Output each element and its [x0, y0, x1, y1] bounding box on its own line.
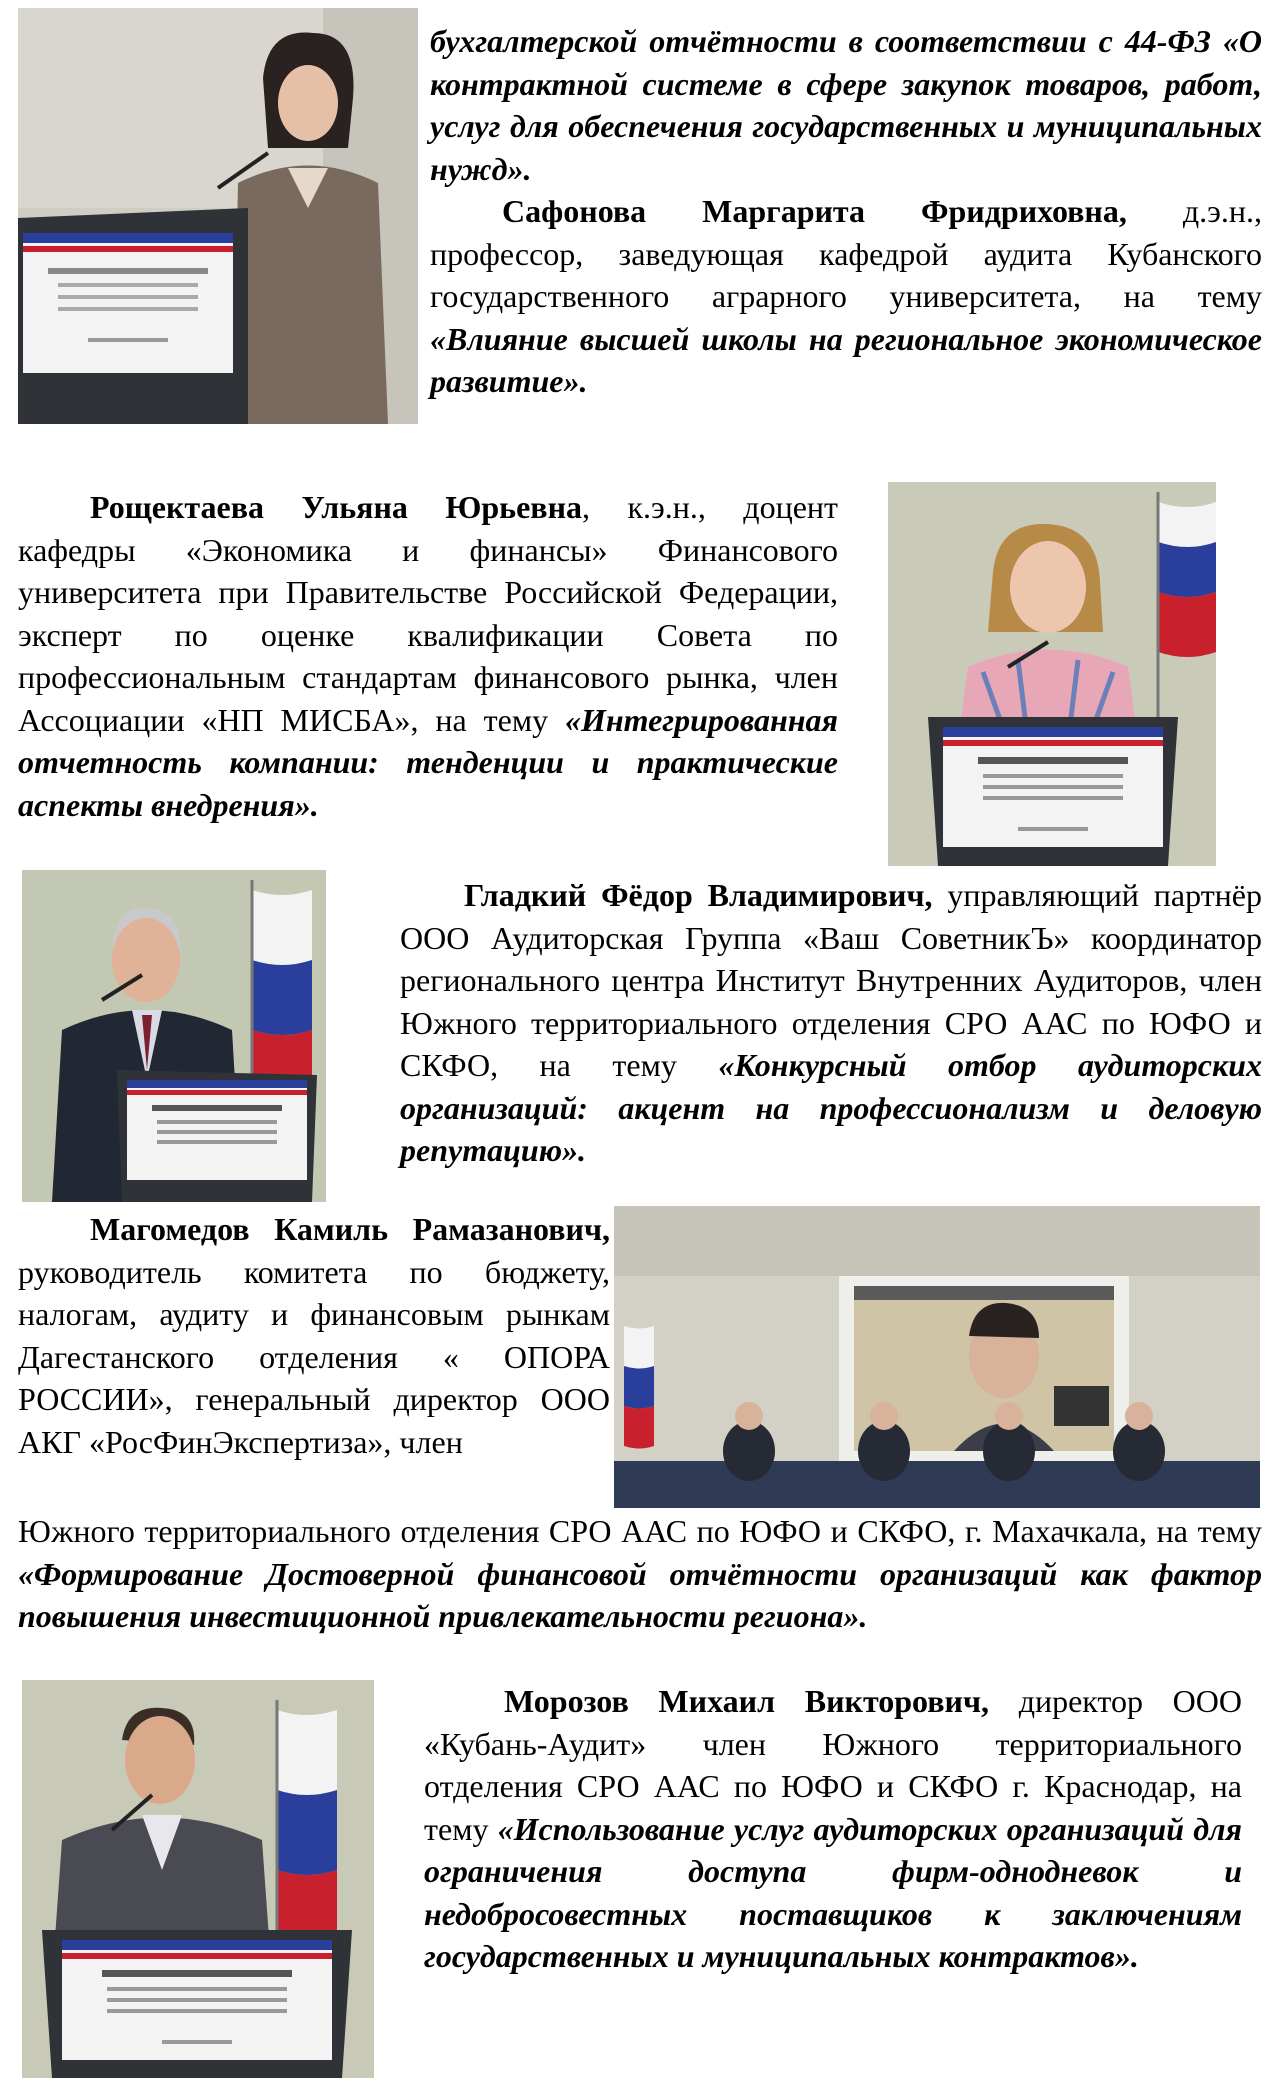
block4-text-top: [18, 1208, 610, 1463]
block4-desc: руководитель комитета по бюджету, налогам, аудиту и финансовым рынкам Дагестанского отделения « ОПОРА РОССИИ», генеральный директор ООО АКГ «РосФинЭкспертиза», член: [18, 1253, 610, 1460]
block3-paragraph: [400, 874, 1262, 1172]
block4-name: Магомедов Камиль Рамазанович,: [90, 1211, 610, 1247]
block2-topic: «Интегрированная отчетность компании: тенденции и практические аспекты внедрения».: [18, 701, 838, 823]
block4-paragraph: [18, 1208, 610, 1463]
block1-name: Сафонова Маргарита Фридриховна,: [502, 193, 1127, 229]
block1-text: [430, 20, 1262, 403]
block2-desc: , к.э.н., доцент кафедры «Экономика и финансы» Финансового университета при Правительстве Российской Федерации, эксперт по оценке квалификации Совета по профессиональным стандартам финансового рынка, член Ассоциации «НП МИСБА», на тему: [18, 489, 839, 738]
block5-desc: директор ООО «Кубань-Аудит» член Южного территориального отделения СРО ААС по ЮФО и СКФО г. Краснодар, на тему: [424, 1683, 1242, 1847]
photo-magomedov-image: [614, 1206, 1260, 1508]
photo-safonova: [18, 8, 418, 424]
block4-paragraph-cont: [18, 1510, 1262, 1638]
block1-paragraph: [430, 190, 1262, 403]
block5-paragraph: [424, 1680, 1242, 1978]
photo-morozov: [22, 1680, 374, 2078]
photo-gladkiy-image: [22, 870, 326, 1202]
block3-desc: управляющий партнёр ООО Аудиторская Группа «Ваш СоветникЪ» координатор регионального центра Институт Внутренних Аудиторов, член Южного территориального отделения СРО ААС по ЮФО и СКФО, на тему: [400, 877, 1263, 1083]
photo-safonova-image: [18, 8, 418, 424]
block2-text: [18, 486, 838, 826]
photo-gladkiy: [22, 870, 326, 1202]
block5-name: Морозов Михаил Викторович,: [504, 1683, 989, 1719]
photo-roschektaeva-image: [888, 482, 1216, 866]
block1-topic: «Влияние высшей школы на региональное экономическое развитие».: [430, 320, 1262, 399]
block4-topic: «Формирование Достоверной финансовой отчётности организаций как фактор повышения инвестиционной привлекательности региона».: [18, 1555, 1262, 1634]
block4-desc-cont: Южного территориального отделения СРО ААС по ЮФО и СКФО, г. Махачкала, на тему: [18, 1513, 1262, 1549]
photo-morozov-image: [22, 1680, 374, 2078]
block5-text: [424, 1680, 1242, 1978]
block1-desc: д.э.н., профессор, заведующая кафедрой аудита Кубанского государственного аграрного университета, на тему: [430, 193, 1263, 314]
photo-magomedov-hall: [614, 1206, 1260, 1508]
block2-name: Рощектаева Ульяна Юрьевна: [90, 489, 583, 525]
photo-roschektaeva: [888, 482, 1216, 866]
block1-continued: бухгалтерской отчётности в соответствии с 44-ФЗ «О контрактной системе в сфере закупок товаров, работ, услуг для обеспечения государственных и муниципальных нужд».: [430, 23, 1262, 187]
block3-topic: «Конкурсный отбор аудиторских организаций: акцент на профессионализм и деловую репутацию».: [400, 1047, 1263, 1168]
block2-paragraph: [18, 486, 838, 826]
block3-name: Гладкий Фёдор Владимирович,: [464, 877, 933, 913]
block4-text-bottom: [18, 1510, 1262, 1638]
block5-topic: «Использование услуг аудиторских организаций для ограничения доступа фирм-однодневок и недобросовестных поставщиков к заключениям государственных и муниципальных контрактов».: [424, 1810, 1242, 1974]
block3-text: [400, 874, 1262, 1172]
